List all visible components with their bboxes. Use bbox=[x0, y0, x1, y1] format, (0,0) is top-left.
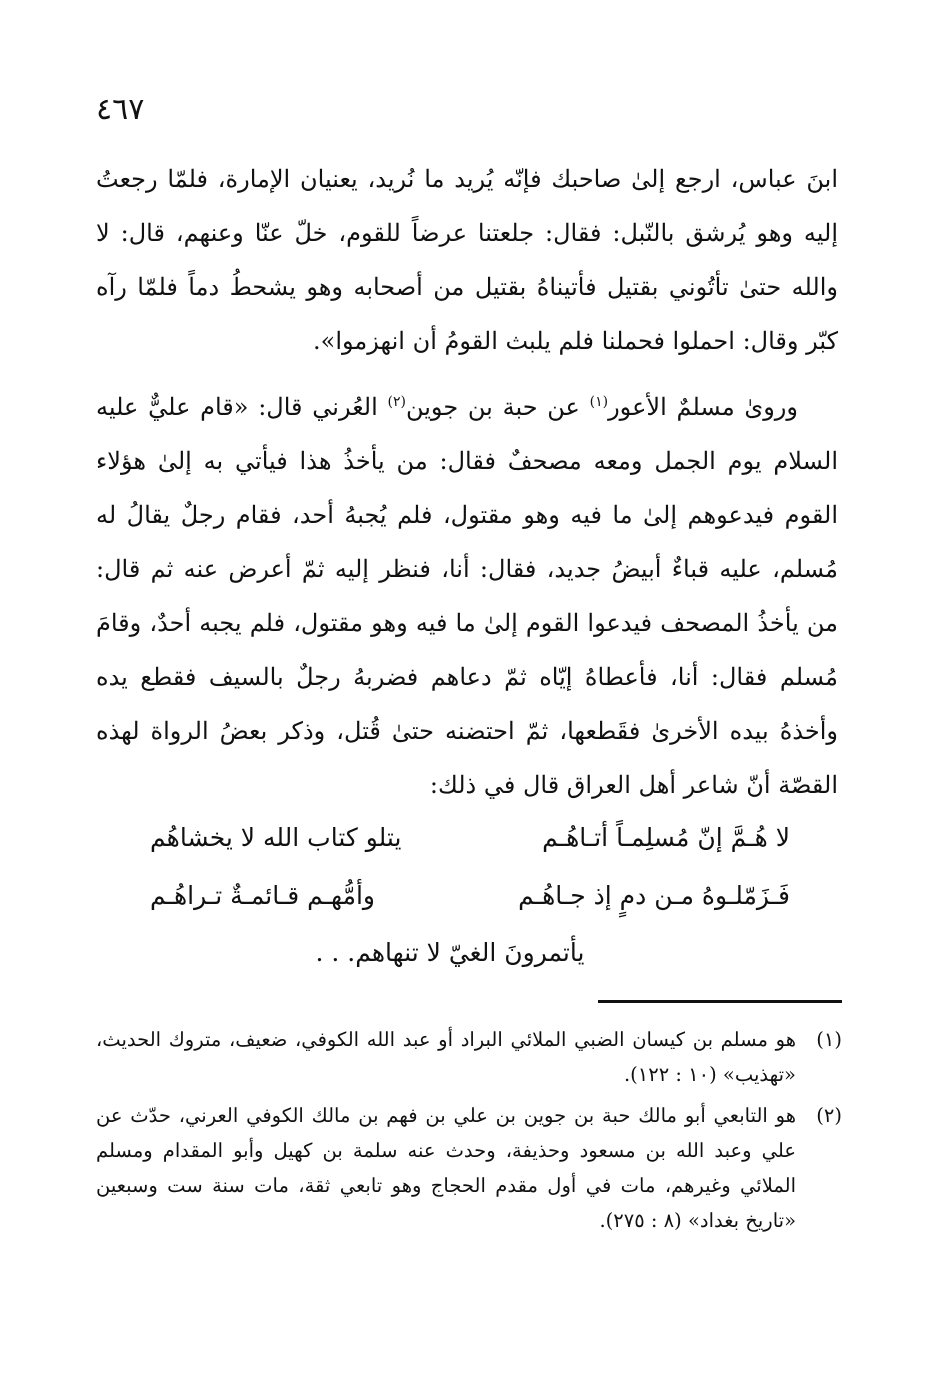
verse-2-second-hemistich: وأمُّهـم قـائمـةٌ تـراهُـم bbox=[150, 880, 375, 910]
footnote-2 bbox=[96, 1098, 842, 1238]
poem-verse-3: يأتمرونَ الغيّ لا تنهاهم. . . bbox=[315, 938, 585, 967]
poem-verse-2 bbox=[150, 866, 790, 924]
page-number: ٤٦٧ bbox=[96, 92, 145, 127]
paragraph-1: ابنَ عباس، ارجع إلىٰ صاحبك فإنّه يُريد ما نُريد، يعنيان الإمارة، فلمّا رجعتُ إليه وهو يُرشق بالنّبل: فقال: جلعتنا عرضاً للقوم، خلّ عنّا وعنهم، قال: لا والله حتىٰ تأتُوني بقتيل فأتيناهُ بقتيل من أصحابه وهو يشحطُ دماً فلمّا رآه كبّر وقال: احملوا فحملنا فلم يلبث القومُ أن انهزموا». bbox=[96, 165, 838, 355]
footnote-divider bbox=[598, 1000, 842, 1003]
footnote-2-text: هو التابعي أبو مالك حبة بن جوين بن علي بن فهم بن مالك الكوفي العرني، حدّث عن علي وعبد الله بن مسعود وحذيفة، وحدث عنه سلمة بن كهيل وأبو المقدام ومسلم الملائي وغيرهم، مات في أول مقدم الحجاج وهو تابعي ثقة، مات سنة ست وسبعين «تاريخ بغداد» (٨ : ٢٧٥). bbox=[96, 1104, 796, 1232]
verse-2-first-hemistich: فَـزَمّلـوهُ مـن دمٍ إذ جـاهُـم bbox=[518, 880, 790, 910]
paragraph-2 bbox=[96, 380, 838, 812]
footnote-1-number: (١) bbox=[816, 1028, 842, 1051]
paragraph-2-part-a: وروىٰ مسلمٌ الأعور bbox=[608, 393, 798, 421]
main-text bbox=[96, 152, 838, 812]
paragraph-2-part-c: العُرني قال: «قام عليٌّ عليه السلام يوم الجمل ومعه مصحفٌ فقال: من يأخذُ هذا فيأتي به إلىٰ هؤلاء القوم فيدعوهم إلىٰ ما فيه وهو مقتول، فلم يُجبهُ أحد، فقام رجلٌ يقالُ له مُسلم، عليه قباءٌ أبيضُ جديد، فقال: أنا، فنظر إليه ثمّ أعرض عنه ثم قال: من يأخذُ المصحف فيدعوا القوم إلىٰ ما فيه وهو مقتول، فلم يجبه أحدٌ، وقامَ مُسلم فقال: أنا، فأعطاهُ إيّاه ثمّ دعاهم فضربهُ رجلٌ بالسيف فقطع يده وأخذهُ بيده الأخرىٰ فقَطعها، ثمّ احتضنه حتىٰ قُتل، وذكر بعضُ الرواة لهذه القصّة أنّ شاعر أهل العراق قال في ذلك: bbox=[96, 393, 838, 799]
footnote-1-text: هو مسلم بن كيسان الضبي الملائي البراد أو عبد الله الكوفي، ضعيف، متروك الحديث، «تهذيب» (١٠ : ١٢٢). bbox=[96, 1028, 796, 1086]
footnote-1 bbox=[96, 1022, 842, 1092]
footnote-2-number: (٢) bbox=[816, 1104, 842, 1127]
footnotes bbox=[96, 1022, 842, 1244]
paragraph-2-part-b: عن حبة بن جوين bbox=[405, 393, 590, 421]
verse-1-second-hemistich: يتلو كتاب الله لا يخشاهُم bbox=[150, 822, 402, 852]
poem bbox=[150, 808, 790, 982]
footnote-ref-2[interactable]: (٢) bbox=[387, 394, 406, 410]
footnote-ref-1[interactable]: (١) bbox=[589, 394, 609, 410]
poem-verse-1 bbox=[150, 808, 790, 866]
verse-1-first-hemistich: لا هُـمَّ إنّ مُسلِمـاً أتـاهُـم bbox=[542, 822, 790, 852]
